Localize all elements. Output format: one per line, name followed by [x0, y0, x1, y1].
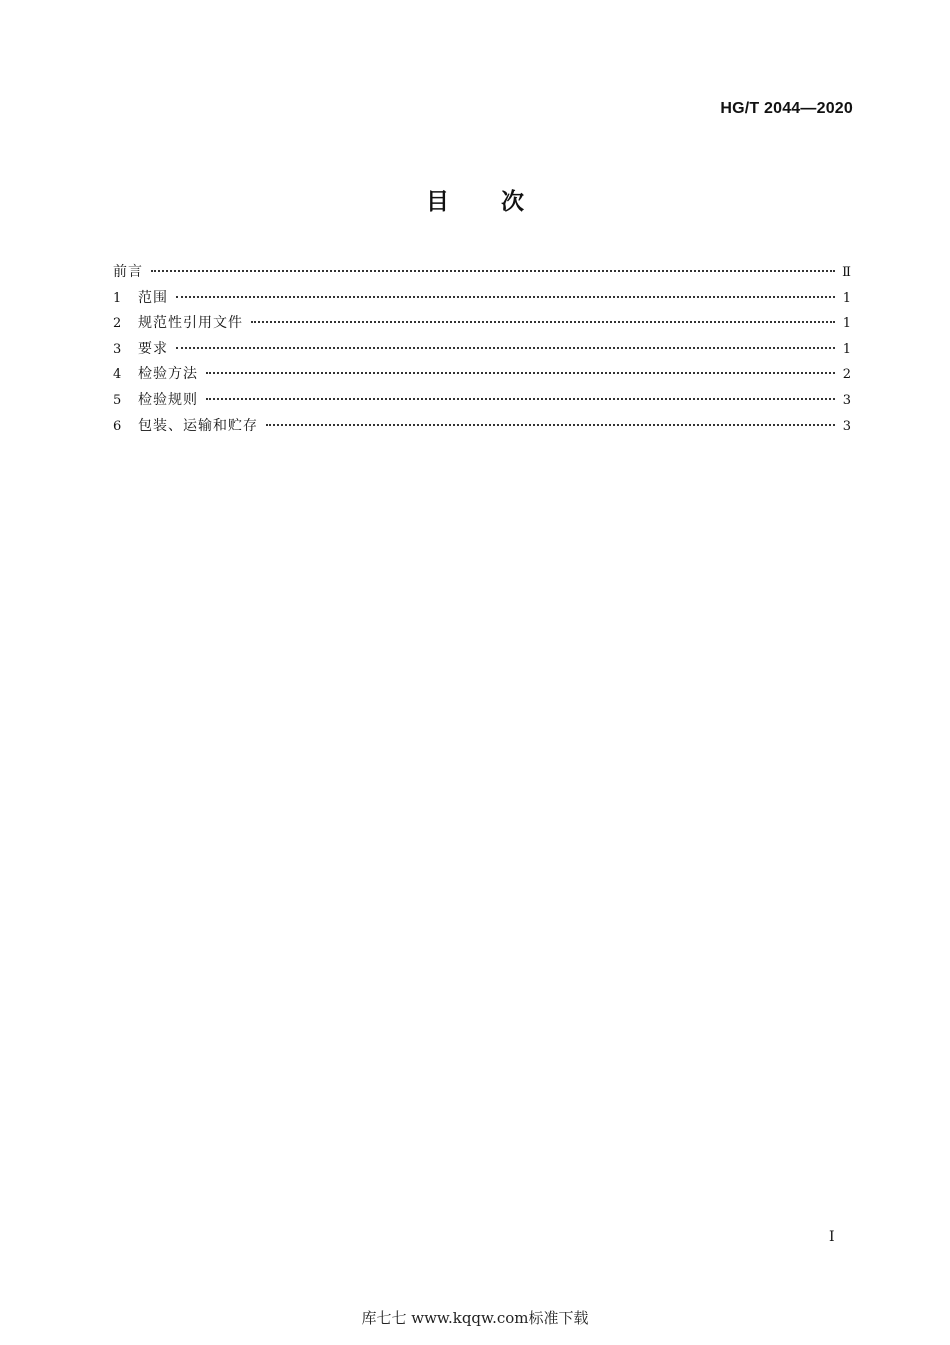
dot-leader: [266, 424, 835, 426]
standard-code: HG/T 2044—2020: [720, 100, 853, 117]
page-number: I: [829, 1229, 835, 1245]
dot-leader: [151, 270, 835, 272]
toc-entry-page: 1: [842, 341, 851, 357]
toc-title: [0, 183, 950, 216]
toc-entry-number: 6: [113, 418, 122, 434]
toc-entry-label: 包装、运输和贮存: [138, 417, 258, 434]
toc-title-part2: 次: [501, 189, 524, 215]
toc-entry-number: 5: [113, 392, 122, 408]
toc-entry-number: 3: [113, 341, 122, 357]
toc-entry-label: 检验方法: [138, 366, 198, 383]
toc-entry-label: 范围: [138, 289, 168, 306]
dot-leader: [176, 296, 835, 298]
dot-leader: [176, 347, 835, 349]
dot-leader: [206, 398, 835, 400]
toc-entry-foreword[interactable]: [113, 262, 851, 288]
toc-entry-number: 1: [113, 290, 122, 306]
toc-entry-label: 检验规则: [138, 391, 198, 408]
toc-entry-number: 4: [113, 367, 122, 383]
toc-list: [113, 262, 851, 441]
toc-entry-page: Ⅱ: [842, 265, 851, 280]
toc-entry-page: 2: [842, 367, 851, 383]
toc-entry-page: 1: [842, 290, 851, 306]
toc-title-part1: 目: [426, 189, 449, 215]
toc-entry-test-methods[interactable]: [113, 364, 851, 390]
toc-entry-scope[interactable]: [113, 288, 851, 314]
toc-entry-page: 1: [842, 316, 851, 332]
dot-leader: [206, 372, 835, 374]
toc-entry-packaging[interactable]: [113, 416, 851, 442]
toc-entry-label: 要求: [138, 340, 168, 357]
download-watermark: 库七七 www.kqqw.com标准下载: [361, 1309, 589, 1327]
toc-entry-label: 前言: [113, 264, 143, 280]
toc-entry-inspection-rules[interactable]: [113, 390, 851, 416]
toc-entry-number: 2: [113, 316, 122, 332]
toc-entry-requirements[interactable]: [113, 339, 851, 365]
toc-entry-page: 3: [842, 418, 851, 434]
toc-entry-page: 3: [842, 392, 851, 408]
dot-leader: [251, 321, 835, 323]
toc-entry-normative-references[interactable]: [113, 313, 851, 339]
toc-entry-label: 规范性引用文件: [138, 315, 243, 332]
